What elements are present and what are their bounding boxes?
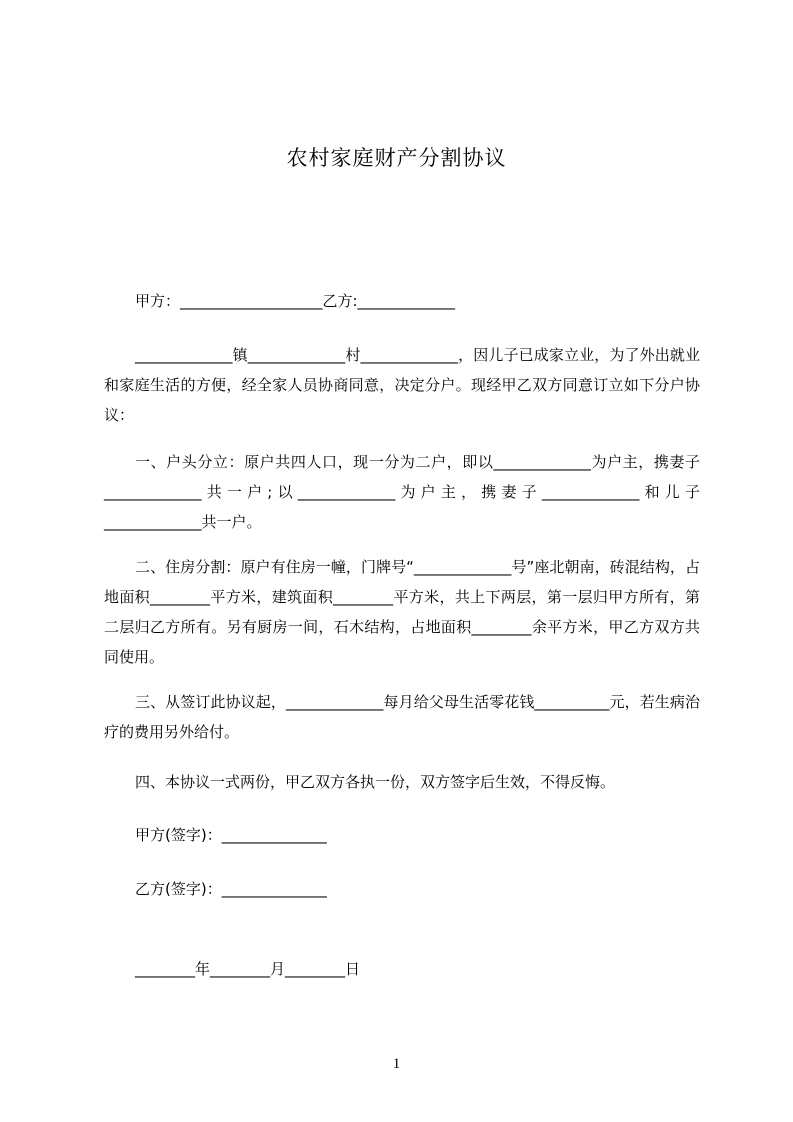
- clause-3-living-allowance: 三、从签订此协议起，_____________每月给父母生活零花钱__________元，若生病治疗的费用另外给付。: [104, 693, 700, 741]
- date-line: ________年________月________日: [135, 960, 361, 978]
- party-b-signature: 乙方(签字)：______________: [135, 880, 327, 898]
- party-a-signature: 甲方(签字)：______________: [135, 826, 327, 844]
- document-title: 农村家庭财产分割协议: [286, 146, 507, 170]
- parties-line: 甲方：___________________乙方:_____________: [135, 292, 456, 310]
- clause-1-household-split: 一、户头分立：原户共四人口，现一分为二户，即以_____________为户主，携妻子_____________共一户;以_____________为户主，携妻子_____________和儿子_____________共一户。: [104, 453, 700, 531]
- intro-paragraph: _____________镇_____________村_____________，因儿子已成家立业，为了外出就业和家庭生活的方便，经全家人员协商同意，决定分户。现经甲乙双方同意订立如下分户协议：: [104, 346, 700, 424]
- clause-2-housing-division: 二、住房分割：原户有住房一幢，门牌号“_____________号”座北朝南，砖混结构，占地面积________平方米，建筑面积________平方米，共上下两层，第一层归甲方所有，第二层归乙方所有。另有厨房一间，石木结构，占地面积________余平方米，甲乙方双方共同使用。: [104, 558, 700, 666]
- clause-4-validity: 四、本协议一式两份，甲乙双方各执一份，双方签字后生效，不得反悔。: [135, 773, 616, 791]
- page-number: 1: [392, 1056, 401, 1072]
